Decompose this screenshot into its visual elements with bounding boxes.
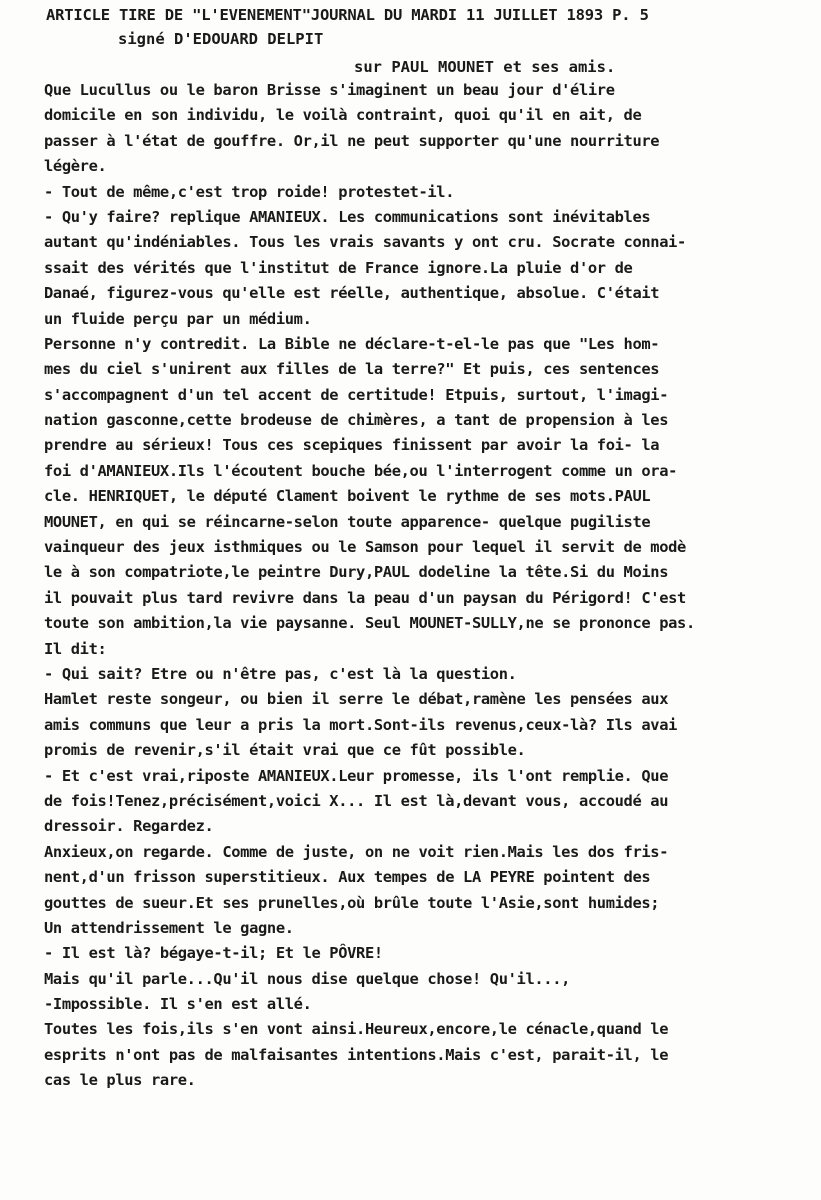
body-line: -Impossible. Il s'en est allé. bbox=[44, 995, 312, 1014]
body-line: nent,d'un frisson superstitieux. Aux tempes de LA PEYRE pointent des bbox=[44, 868, 651, 887]
article-body bbox=[44, 78, 804, 1094]
body-line: promis de revenir,s'il était vrai que ce fût possible. bbox=[44, 741, 526, 760]
body-line: légère. bbox=[44, 157, 107, 176]
article-byline: signé D'EDOUARD DELPIT bbox=[118, 30, 324, 48]
body-line: Anxieux,on regarde. Comme de juste, on ne voit rien.Mais les dos fris- bbox=[44, 842, 669, 861]
body-line: Danaé, figurez-vous qu'elle est réelle, authentique, absolue. C'était bbox=[44, 284, 660, 303]
body-line: Personne n'y contredit. La Bible ne déclare-t-el-le pas que "Les hom- bbox=[44, 334, 660, 353]
body-line: Toutes les fois,ils s'en vont ainsi.Heureux,encore,le cénacle,quand le bbox=[44, 1020, 669, 1039]
body-line: Hamlet reste songeur, ou bien il serre le débat,ramène les pensées aux bbox=[44, 690, 669, 709]
body-line: de fois!Tenez,précisément,voici X... Il est là,devant vous, accoudé au bbox=[44, 791, 669, 810]
body-line: MOUNET, en qui se réincarne-selon toute apparence- quelque pugiliste bbox=[44, 512, 651, 531]
body-line: toute son ambition,la vie paysanne. Seul MOUNET-SULLY,ne se prononce pas. bbox=[44, 614, 695, 633]
body-line: - Qui sait? Etre ou n'être pas, c'est là la question. bbox=[44, 664, 517, 683]
body-line: dressoir. Regardez. bbox=[44, 817, 214, 836]
body-line: - Tout de même,c'est trop roide! protestet-il. bbox=[44, 182, 455, 201]
body-line: Mais qu'il parle...Qu'il nous dise quelque chose! Qu'il..., bbox=[44, 969, 571, 988]
body-line: ssait des vérités que l'institut de France ignore.La pluie d'or de bbox=[44, 258, 633, 277]
body-line: - Il est là? bégaye-t-il; Et le PÔVRE! bbox=[44, 944, 383, 963]
body-line: s'accompagnent d'un tel accent de certitude! Etpuis, surtout, l'imagi- bbox=[44, 385, 669, 404]
article-subject: sur PAUL MOUNET et ses amis. bbox=[354, 58, 616, 76]
body-line: un fluide perçu par un médium. bbox=[44, 309, 312, 328]
article-source-header: ARTICLE TIRE DE "L'EVENEMENT"JOURNAL DU MARDI 11 JUILLET 1893 P. 5 bbox=[46, 6, 649, 24]
body-line: il pouvait plus tard revivre dans la peau d'un paysan du Périgord! C'est bbox=[44, 588, 686, 607]
body-line: le à son compatriote,le peintre Dury,PAUL dodeline la tête.Si du Moins bbox=[44, 563, 669, 582]
body-line: nation gasconne,cette brodeuse de chimères, a tant de propension à les bbox=[44, 411, 669, 430]
body-line: vainqueur des jeux isthmiques ou le Samson pour lequel il servit de modè bbox=[44, 538, 686, 557]
body-line: - Et c'est vrai,riposte AMANIEUX.Leur promesse, ils l'ont remplie. Que bbox=[44, 766, 669, 785]
body-line: amis communs que leur a pris la mort.Sont-ils revenus,ceux-là? Ils avai bbox=[44, 715, 678, 734]
body-line: mes du ciel s'unirent aux filles de la terre?" Et puis, ces sentences bbox=[44, 360, 660, 379]
body-line: autant qu'indéniables. Tous les vrais savants y ont cru. Socrate connai- bbox=[44, 233, 686, 252]
body-line: Un attendrissement le gagne. bbox=[44, 918, 294, 937]
body-line: prendre au sérieux! Tous ces scepiques finissent par avoir la foi- la bbox=[44, 436, 660, 455]
body-line: esprits n'ont pas de malfaisantes intentions.Mais c'est, parait-il, le bbox=[44, 1045, 669, 1064]
body-line: Que Lucullus ou le baron Brisse s'imaginent un beau jour d'élire bbox=[44, 81, 615, 99]
body-line: cas le plus rare. bbox=[44, 1071, 196, 1090]
body-line: passer à l'état de gouffre. Or,il ne peut supporter qu'une nourriture bbox=[44, 131, 660, 150]
body-line: - Qu'y faire? replique AMANIEUX. Les communications sont inévitables bbox=[44, 207, 651, 226]
body-line: Il dit: bbox=[44, 639, 107, 658]
body-line: gouttes de sueur.Et ses prunelles,où brûle toute l'Asie,sont humides; bbox=[44, 893, 660, 912]
body-line: domicile en son individu, le voilà contraint, quoi qu'il en ait, de bbox=[44, 106, 642, 125]
body-line: foi d'AMANIEUX.Ils l'écoutent bouche bée,ou l'interrogent comme un ora- bbox=[44, 461, 678, 480]
body-line: cle. HENRIQUET, le député Clament boivent le rythme de ses mots.PAUL bbox=[44, 487, 651, 506]
